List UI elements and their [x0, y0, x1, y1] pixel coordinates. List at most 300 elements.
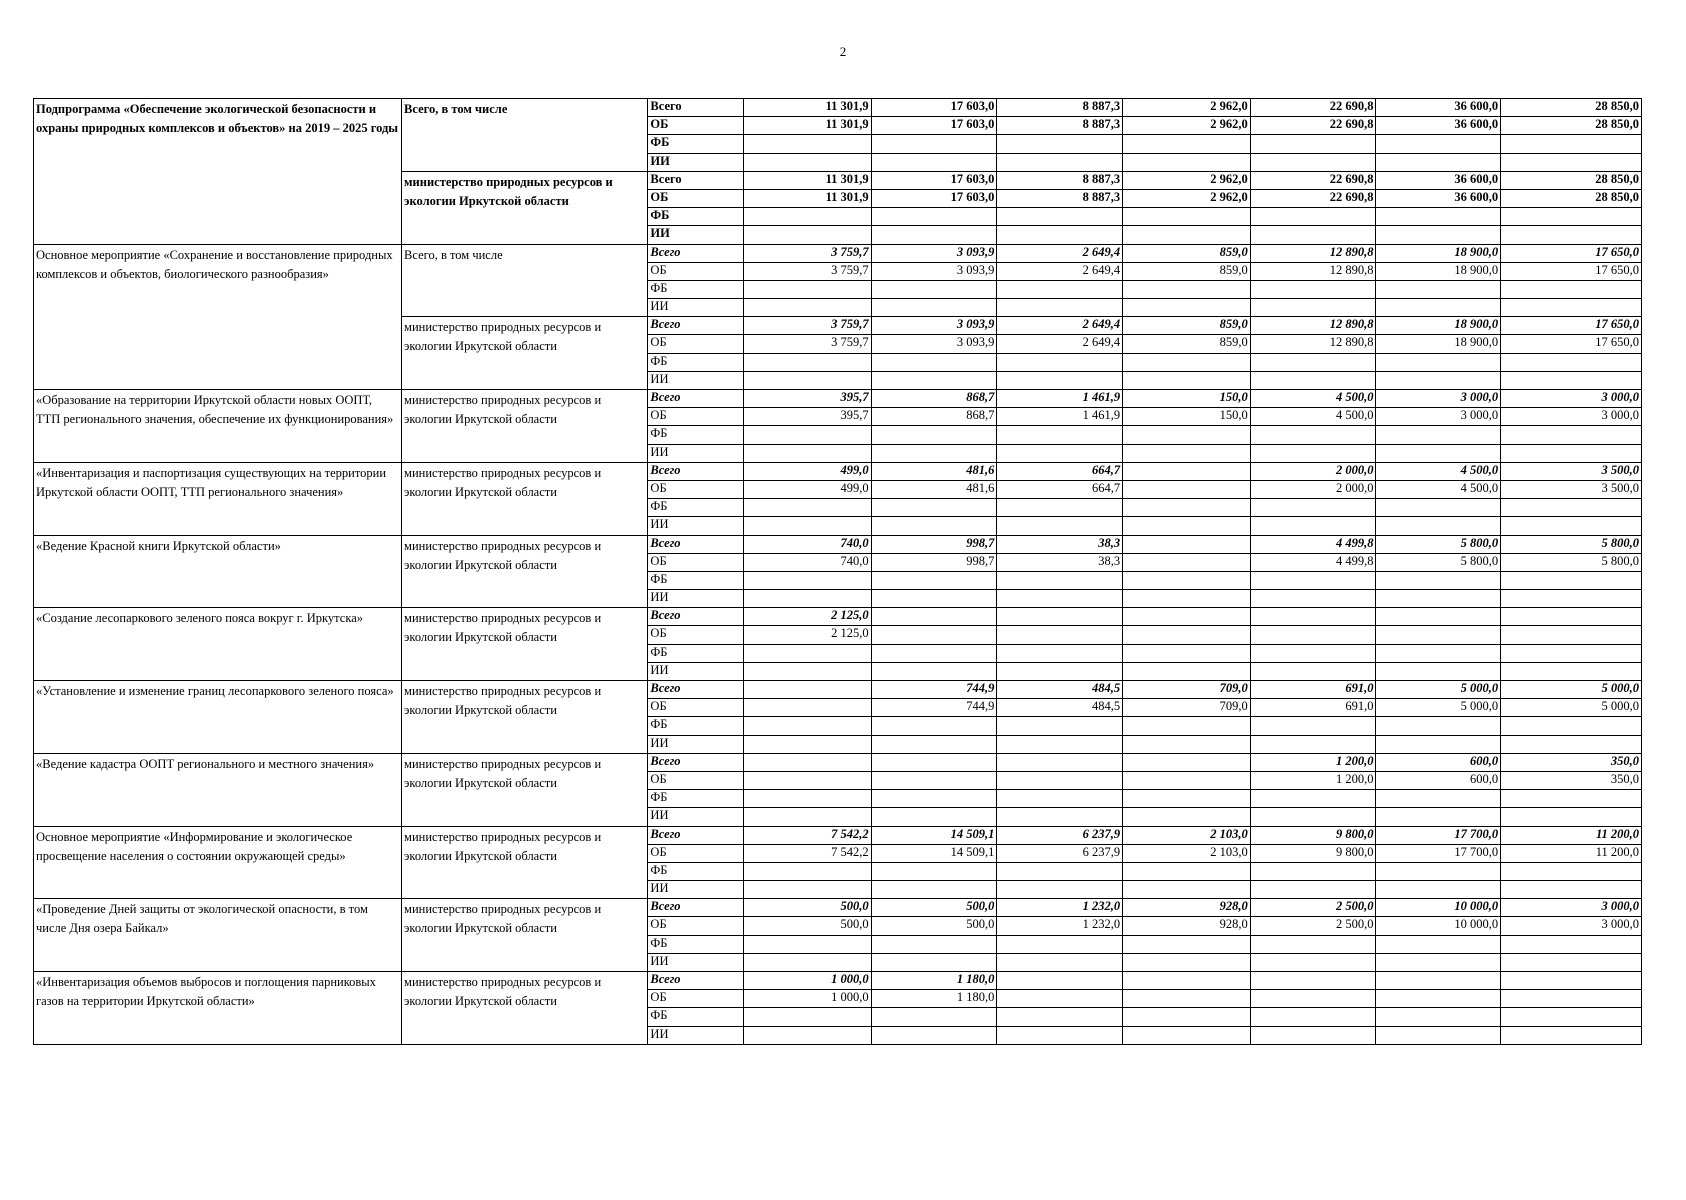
amount-cell: [997, 499, 1123, 517]
funding-source: Всего: [648, 899, 744, 917]
amount-cell: [743, 735, 871, 753]
amount-cell: 2 649,4: [997, 317, 1123, 335]
table-row: [34, 535, 1642, 553]
funding-source: ИИ: [648, 953, 744, 971]
amount-cell: [997, 517, 1123, 535]
amount-cell: [1501, 935, 1642, 953]
amount-cell: [997, 208, 1123, 226]
amount-cell: [743, 371, 871, 389]
amount-cell: 600,0: [1376, 753, 1501, 771]
amount-cell: 38,3: [997, 535, 1123, 553]
amount-cell: [1250, 790, 1376, 808]
funding-source: Всего: [648, 681, 744, 699]
table-row: [34, 462, 1642, 480]
amount-cell: 664,7: [997, 462, 1123, 480]
amount-cell: [1376, 662, 1501, 680]
amount-cell: [1123, 1008, 1251, 1026]
amount-cell: [1250, 517, 1376, 535]
activity-name: «Инвентаризация объемов выбросов и поглощения парниковых газов на территории Иркутской области»: [34, 972, 402, 1045]
amount-cell: [1376, 790, 1501, 808]
amount-cell: [743, 1026, 871, 1044]
amount-cell: [743, 717, 871, 735]
amount-cell: [871, 662, 997, 680]
amount-cell: [1501, 226, 1642, 244]
amount-cell: [1250, 626, 1376, 644]
amount-cell: 3 093,9: [871, 244, 997, 262]
amount-cell: [1376, 990, 1501, 1008]
funding-source: ИИ: [648, 808, 744, 826]
amount-cell: 12 890,8: [1250, 317, 1376, 335]
amount-cell: [743, 753, 871, 771]
funding-source: ОБ: [648, 189, 744, 207]
amount-cell: 499,0: [743, 462, 871, 480]
amount-cell: 744,9: [871, 699, 997, 717]
amount-cell: [1250, 571, 1376, 589]
amount-cell: 28 850,0: [1501, 99, 1642, 117]
amount-cell: [1123, 1026, 1251, 1044]
amount-cell: [1376, 1008, 1501, 1026]
amount-cell: 740,0: [743, 535, 871, 553]
amount-cell: 7 542,2: [743, 844, 871, 862]
amount-cell: 3 759,7: [743, 244, 871, 262]
amount-cell: [1123, 808, 1251, 826]
amount-cell: [1123, 735, 1251, 753]
amount-cell: 18 900,0: [1376, 262, 1501, 280]
amount-cell: [1376, 371, 1501, 389]
amount-cell: [871, 771, 997, 789]
amount-cell: [1123, 590, 1251, 608]
amount-cell: 868,7: [871, 390, 997, 408]
amount-cell: 4 500,0: [1250, 390, 1376, 408]
funding-source: ИИ: [648, 226, 744, 244]
amount-cell: [1123, 371, 1251, 389]
amount-cell: [1123, 626, 1251, 644]
amount-cell: [871, 1008, 997, 1026]
amount-cell: 3 000,0: [1501, 390, 1642, 408]
amount-cell: [1501, 517, 1642, 535]
executor-name: Всего, в том числе: [402, 99, 648, 172]
amount-cell: [1501, 426, 1642, 444]
funding-source: ОБ: [648, 553, 744, 571]
amount-cell: 1 180,0: [871, 990, 997, 1008]
amount-cell: 2 962,0: [1123, 99, 1251, 117]
amount-cell: [743, 135, 871, 153]
amount-cell: 11 301,9: [743, 189, 871, 207]
amount-cell: [743, 881, 871, 899]
executor-name: министерство природных ресурсов и экологии Иркутской области: [402, 826, 648, 899]
amount-cell: 3 759,7: [743, 317, 871, 335]
amount-cell: [871, 717, 997, 735]
amount-cell: 5 000,0: [1501, 681, 1642, 699]
amount-cell: 484,5: [997, 699, 1123, 717]
amount-cell: 1 180,0: [871, 972, 997, 990]
amount-cell: 481,6: [871, 480, 997, 498]
funding-source: Всего: [648, 826, 744, 844]
amount-cell: 17 650,0: [1501, 262, 1642, 280]
amount-cell: [1123, 753, 1251, 771]
amount-cell: [1250, 590, 1376, 608]
amount-cell: [871, 753, 997, 771]
amount-cell: 3 093,9: [871, 317, 997, 335]
amount-cell: 28 850,0: [1501, 117, 1642, 135]
funding-source: ФБ: [648, 353, 744, 371]
amount-cell: 22 690,8: [1250, 99, 1376, 117]
amount-cell: 18 900,0: [1376, 244, 1501, 262]
amount-cell: [1123, 608, 1251, 626]
amount-cell: [1123, 935, 1251, 953]
funding-source: ИИ: [648, 444, 744, 462]
amount-cell: [997, 590, 1123, 608]
funding-source: Всего: [648, 608, 744, 626]
amount-cell: [1250, 1026, 1376, 1044]
amount-cell: [997, 771, 1123, 789]
funding-source: ФБ: [648, 644, 744, 662]
amount-cell: [1250, 608, 1376, 626]
amount-cell: 859,0: [1123, 335, 1251, 353]
amount-cell: [871, 1026, 997, 1044]
amount-cell: [997, 644, 1123, 662]
amount-cell: 22 690,8: [1250, 189, 1376, 207]
amount-cell: 4 500,0: [1376, 462, 1501, 480]
funding-source: ФБ: [648, 862, 744, 880]
amount-cell: [743, 771, 871, 789]
amount-cell: 859,0: [1123, 317, 1251, 335]
table-row: [34, 753, 1642, 771]
amount-cell: 4 500,0: [1376, 480, 1501, 498]
amount-cell: [871, 935, 997, 953]
executor-name: министерство природных ресурсов и экологии Иркутской области: [402, 317, 648, 390]
amount-cell: [871, 953, 997, 971]
amount-cell: [1376, 953, 1501, 971]
funding-source: Всего: [648, 390, 744, 408]
table-row: [34, 899, 1642, 917]
amount-cell: 998,7: [871, 535, 997, 553]
amount-cell: 709,0: [1123, 681, 1251, 699]
amount-cell: 481,6: [871, 462, 997, 480]
amount-cell: [743, 662, 871, 680]
amount-cell: 6 237,9: [997, 844, 1123, 862]
amount-cell: [1501, 280, 1642, 298]
amount-cell: [743, 517, 871, 535]
table-row: [34, 99, 1642, 117]
table-row: [34, 972, 1642, 990]
amount-cell: [743, 590, 871, 608]
funding-source: Всего: [648, 317, 744, 335]
amount-cell: [1501, 1008, 1642, 1026]
funding-source: ФБ: [648, 426, 744, 444]
funding-source: ФБ: [648, 717, 744, 735]
amount-cell: 17 603,0: [871, 117, 997, 135]
amount-cell: 744,9: [871, 681, 997, 699]
amount-cell: [1501, 444, 1642, 462]
amount-cell: [871, 608, 997, 626]
funding-source: ИИ: [648, 735, 744, 753]
amount-cell: [997, 790, 1123, 808]
funding-source: Всего: [648, 244, 744, 262]
amount-cell: [1123, 790, 1251, 808]
amount-cell: [1250, 299, 1376, 317]
page-number: 2: [839, 44, 847, 59]
amount-cell: [871, 353, 997, 371]
funding-source: ИИ: [648, 517, 744, 535]
amount-cell: [1501, 353, 1642, 371]
amount-cell: 1 232,0: [997, 899, 1123, 917]
amount-cell: 868,7: [871, 408, 997, 426]
amount-cell: [871, 226, 997, 244]
amount-cell: 2 000,0: [1250, 480, 1376, 498]
amount-cell: [743, 499, 871, 517]
amount-cell: [1501, 990, 1642, 1008]
amount-cell: [997, 444, 1123, 462]
amount-cell: 691,0: [1250, 681, 1376, 699]
amount-cell: 17 603,0: [871, 189, 997, 207]
amount-cell: [1250, 808, 1376, 826]
amount-cell: 4 500,0: [1250, 408, 1376, 426]
amount-cell: [997, 135, 1123, 153]
amount-cell: [871, 644, 997, 662]
amount-cell: 1 461,9: [997, 408, 1123, 426]
amount-cell: 1 461,9: [997, 390, 1123, 408]
amount-cell: [871, 517, 997, 535]
amount-cell: [1123, 571, 1251, 589]
amount-cell: [1250, 953, 1376, 971]
amount-cell: 600,0: [1376, 771, 1501, 789]
amount-cell: 18 900,0: [1376, 335, 1501, 353]
amount-cell: 928,0: [1123, 899, 1251, 917]
amount-cell: [1376, 499, 1501, 517]
amount-cell: 18 900,0: [1376, 317, 1501, 335]
funding-source: ОБ: [648, 990, 744, 1008]
amount-cell: [997, 1008, 1123, 1026]
amount-cell: [1123, 280, 1251, 298]
amount-cell: [1250, 935, 1376, 953]
funding-source: ФБ: [648, 935, 744, 953]
amount-cell: [1501, 953, 1642, 971]
amount-cell: [1376, 280, 1501, 298]
amount-cell: 150,0: [1123, 408, 1251, 426]
amount-cell: [743, 226, 871, 244]
amount-cell: 691,0: [1250, 699, 1376, 717]
amount-cell: 14 509,1: [871, 826, 997, 844]
amount-cell: 859,0: [1123, 262, 1251, 280]
amount-cell: 10 000,0: [1376, 917, 1501, 935]
amount-cell: 499,0: [743, 480, 871, 498]
funding-source: ФБ: [648, 280, 744, 298]
amount-cell: [743, 808, 871, 826]
amount-cell: [1501, 626, 1642, 644]
amount-cell: [997, 990, 1123, 1008]
amount-cell: [1123, 299, 1251, 317]
amount-cell: [1376, 644, 1501, 662]
amount-cell: 36 600,0: [1376, 189, 1501, 207]
amount-cell: 3 000,0: [1501, 408, 1642, 426]
table-row: [34, 681, 1642, 699]
activity-name: «Образование на территории Иркутской области новых ООПТ, ТТП регионального значения, обеспечение их функционирования»: [34, 390, 402, 463]
amount-cell: 1 200,0: [1250, 771, 1376, 789]
funding-source: ИИ: [648, 153, 744, 171]
amount-cell: [997, 353, 1123, 371]
amount-cell: [1123, 208, 1251, 226]
amount-cell: [997, 862, 1123, 880]
amount-cell: 17 650,0: [1501, 317, 1642, 335]
executor-name: министерство природных ресурсов и экологии Иркутской области: [402, 535, 648, 608]
amount-cell: 2 125,0: [743, 608, 871, 626]
amount-cell: 3 000,0: [1376, 408, 1501, 426]
funding-source: ОБ: [648, 262, 744, 280]
amount-cell: [997, 153, 1123, 171]
amount-cell: [1250, 881, 1376, 899]
amount-cell: 3 093,9: [871, 335, 997, 353]
amount-cell: [743, 644, 871, 662]
amount-cell: [1250, 990, 1376, 1008]
amount-cell: 395,7: [743, 390, 871, 408]
amount-cell: [1123, 153, 1251, 171]
amount-cell: [1250, 280, 1376, 298]
amount-cell: 7 542,2: [743, 826, 871, 844]
amount-cell: 5 800,0: [1376, 535, 1501, 553]
amount-cell: [871, 135, 997, 153]
amount-cell: 22 690,8: [1250, 171, 1376, 189]
amount-cell: [1250, 426, 1376, 444]
amount-cell: 5 800,0: [1376, 553, 1501, 571]
amount-cell: [1123, 717, 1251, 735]
amount-cell: 500,0: [871, 917, 997, 935]
amount-cell: [1376, 426, 1501, 444]
amount-cell: [1250, 735, 1376, 753]
amount-cell: 8 887,3: [997, 99, 1123, 117]
executor-name: министерство природных ресурсов и экологии Иркутской области: [402, 972, 648, 1045]
amount-cell: [1501, 208, 1642, 226]
executor-name: министерство природных ресурсов и экологии Иркутской области: [402, 753, 648, 826]
amount-cell: [1501, 299, 1642, 317]
amount-cell: 3 093,9: [871, 262, 997, 280]
amount-cell: 4 499,8: [1250, 553, 1376, 571]
amount-cell: [1123, 553, 1251, 571]
amount-cell: 395,7: [743, 408, 871, 426]
amount-cell: [871, 371, 997, 389]
amount-cell: 350,0: [1501, 753, 1642, 771]
amount-cell: 9 800,0: [1250, 826, 1376, 844]
amount-cell: [1376, 571, 1501, 589]
amount-cell: 2 500,0: [1250, 899, 1376, 917]
amount-cell: 5 000,0: [1501, 699, 1642, 717]
amount-cell: 22 690,8: [1250, 117, 1376, 135]
amount-cell: 36 600,0: [1376, 171, 1501, 189]
amount-cell: 10 000,0: [1376, 899, 1501, 917]
amount-cell: [871, 280, 997, 298]
amount-cell: [997, 972, 1123, 990]
amount-cell: 928,0: [1123, 917, 1251, 935]
amount-cell: [743, 444, 871, 462]
amount-cell: [1250, 226, 1376, 244]
amount-cell: [871, 571, 997, 589]
funding-source: ОБ: [648, 117, 744, 135]
amount-cell: [871, 626, 997, 644]
amount-cell: [743, 299, 871, 317]
amount-cell: 17 603,0: [871, 171, 997, 189]
amount-cell: [1501, 499, 1642, 517]
executor-name: министерство природных ресурсов и экологии Иркутской области: [402, 171, 648, 244]
amount-cell: [1376, 608, 1501, 626]
amount-cell: [1501, 717, 1642, 735]
funding-source: Всего: [648, 462, 744, 480]
amount-cell: [1501, 790, 1642, 808]
amount-cell: 11 200,0: [1501, 844, 1642, 862]
funding-source: ИИ: [648, 299, 744, 317]
amount-cell: [871, 735, 997, 753]
amount-cell: [1501, 608, 1642, 626]
funding-source: Всего: [648, 972, 744, 990]
amount-cell: [1250, 972, 1376, 990]
activity-name: «Установление и изменение границ лесопаркового зеленого пояса»: [34, 681, 402, 754]
amount-cell: [997, 881, 1123, 899]
funding-source: ИИ: [648, 1026, 744, 1044]
amount-cell: 150,0: [1123, 390, 1251, 408]
amount-cell: [997, 753, 1123, 771]
amount-cell: [743, 953, 871, 971]
amount-cell: 12 890,8: [1250, 335, 1376, 353]
amount-cell: [1501, 1026, 1642, 1044]
amount-cell: 2 103,0: [1123, 844, 1251, 862]
executor-name: министерство природных ресурсов и экологии Иркутской области: [402, 899, 648, 972]
activity-name: «Инвентаризация и паспортизация существующих на территории Иркутской области ООПТ, ТТП регионального значения»: [34, 462, 402, 535]
amount-cell: 36 600,0: [1376, 117, 1501, 135]
amount-cell: 17 700,0: [1376, 826, 1501, 844]
amount-cell: [743, 699, 871, 717]
amount-cell: 1 000,0: [743, 990, 871, 1008]
activity-name: «Создание лесопаркового зеленого пояса вокруг г. Иркутска»: [34, 608, 402, 681]
amount-cell: [743, 353, 871, 371]
amount-cell: [997, 1026, 1123, 1044]
amount-cell: [1376, 517, 1501, 535]
funding-source: Всего: [648, 535, 744, 553]
amount-cell: 2 649,4: [997, 262, 1123, 280]
amount-cell: 11 301,9: [743, 171, 871, 189]
amount-cell: [1501, 571, 1642, 589]
amount-cell: 4 499,8: [1250, 535, 1376, 553]
funding-source: ОБ: [648, 699, 744, 717]
amount-cell: [1376, 1026, 1501, 1044]
amount-cell: [1376, 153, 1501, 171]
amount-cell: [743, 1008, 871, 1026]
amount-cell: [1376, 626, 1501, 644]
amount-cell: 2 500,0: [1250, 917, 1376, 935]
amount-cell: 28 850,0: [1501, 189, 1642, 207]
amount-cell: 1 200,0: [1250, 753, 1376, 771]
amount-cell: 8 887,3: [997, 117, 1123, 135]
funding-source: ИИ: [648, 590, 744, 608]
amount-cell: 3 759,7: [743, 262, 871, 280]
executor-name: министерство природных ресурсов и экологии Иркутской области: [402, 390, 648, 463]
funding-source: ОБ: [648, 626, 744, 644]
funding-source: Всего: [648, 171, 744, 189]
amount-cell: [1376, 862, 1501, 880]
funding-source: ФБ: [648, 135, 744, 153]
budget-table: [33, 98, 1642, 1045]
amount-cell: 8 887,3: [997, 189, 1123, 207]
amount-cell: [871, 790, 997, 808]
amount-cell: [1250, 444, 1376, 462]
amount-cell: [997, 226, 1123, 244]
amount-cell: 998,7: [871, 553, 997, 571]
amount-cell: 2 962,0: [1123, 171, 1251, 189]
amount-cell: 5 000,0: [1376, 681, 1501, 699]
amount-cell: [743, 571, 871, 589]
amount-cell: 11 301,9: [743, 117, 871, 135]
amount-cell: [997, 735, 1123, 753]
amount-cell: [1376, 735, 1501, 753]
amount-cell: [1501, 644, 1642, 662]
